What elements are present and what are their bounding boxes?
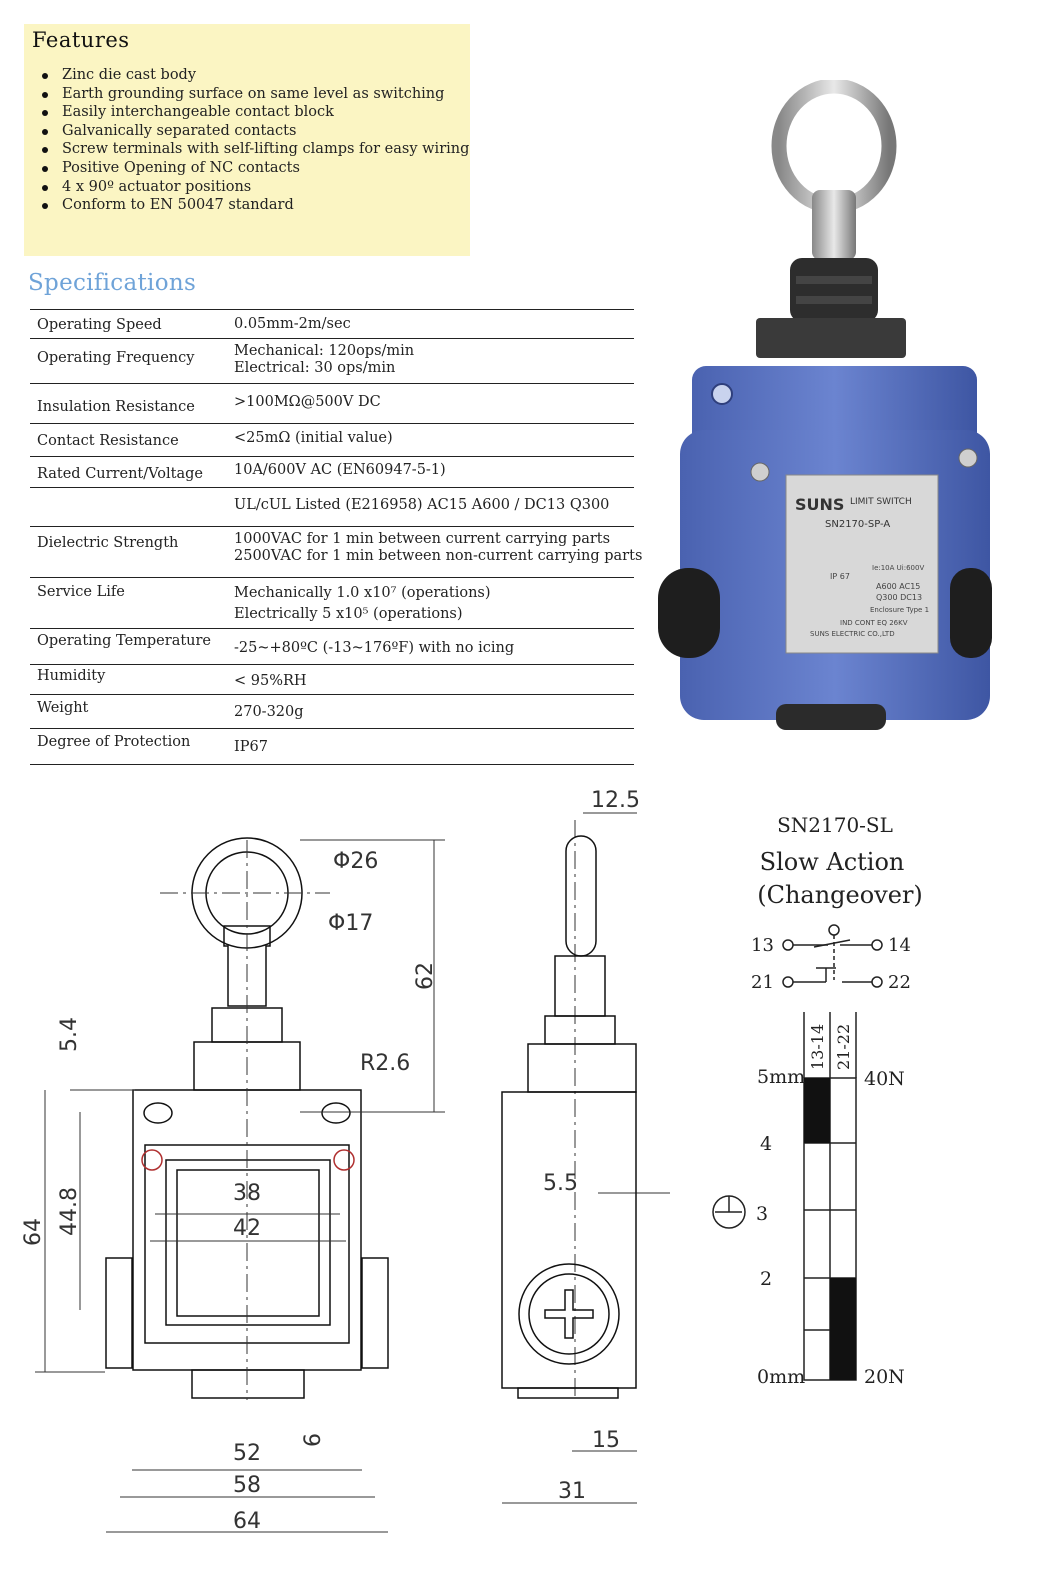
features-title: Features: [32, 28, 130, 52]
contact-closed-bar: [830, 1278, 856, 1380]
travel-label: 4: [760, 1133, 773, 1155]
dim-label: 64: [233, 1509, 261, 1534]
spec-row: [30, 665, 634, 695]
spec-value: Electrically 5 x10⁵ (operations): [234, 606, 463, 622]
dim-label: 38: [233, 1181, 261, 1206]
label-type: LIMIT SWITCH: [850, 497, 912, 507]
spec-row: [30, 424, 634, 457]
label-line: IP 67: [830, 572, 850, 581]
spec-label: Operating Temperature: [37, 633, 212, 649]
diagram-title: Slow Action: [759, 848, 905, 876]
spec-row: [30, 488, 634, 527]
technical-drawings: [0, 780, 1048, 1580]
feature-item: Positive Opening of NC contacts: [38, 159, 469, 178]
spec-value: 10A/600V AC (EN60947-5-1): [234, 462, 446, 478]
product-label: [786, 475, 938, 653]
dim-label: 15: [592, 1428, 620, 1453]
spec-label: Service Life: [37, 584, 125, 600]
spec-label: Operating Speed: [37, 317, 162, 333]
travel-label: 0mm: [757, 1366, 806, 1388]
side-view: [502, 836, 636, 1398]
diagram-subtitle: (Changeover): [757, 881, 923, 909]
spec-value: 270-320g: [234, 704, 304, 720]
dim-label: 6: [301, 1433, 326, 1447]
spec-value: < 95%RH: [234, 673, 307, 689]
spec-row: [30, 457, 634, 488]
spec-value: Mechanically 1.0 x10⁷ (operations): [234, 585, 491, 601]
spec-value: -25~+80ºC (-13~176ºF) with no icing: [234, 640, 515, 656]
feature-item: Galvanically separated contacts: [38, 122, 469, 141]
dim-label: 52: [233, 1441, 261, 1466]
spec-label: Weight: [37, 700, 89, 716]
dim-label: 42: [233, 1216, 261, 1241]
dim-label: Φ17: [328, 911, 374, 936]
force-label: 20N: [864, 1366, 905, 1388]
spec-value: 1000VAC for 1 min between current carrying parts: [234, 531, 611, 547]
travel-label: 2: [760, 1268, 773, 1290]
label-model: SN2170-SP-A: [825, 519, 891, 530]
feature-item: Earth grounding surface on same level as switching: [38, 85, 469, 104]
spec-row: [30, 695, 634, 729]
dim-label: R2.6: [360, 1051, 411, 1076]
spec-value: UL/cUL Listed (E216958) AC15 A600 / DC13 Q300: [234, 497, 610, 513]
force-label: 40N: [864, 1068, 905, 1090]
spec-label: Contact Resistance: [37, 433, 179, 449]
label-line: Q300 DC13: [876, 593, 923, 602]
spec-row: [30, 729, 634, 765]
dim-label: 44.8: [57, 1187, 82, 1236]
feature-item: Screw terminals with self-lifting clamps for easy wiring: [38, 140, 469, 159]
spec-value: Mechanical: 120ops/min: [234, 343, 415, 359]
center-lines: [160, 820, 575, 1400]
label-line: SUNS ELECTRIC CO.,LTD: [810, 630, 895, 638]
spec-row: [30, 578, 634, 629]
terminal-label: 14: [888, 935, 911, 956]
feature-item: Easily interchangeable contact block: [38, 103, 469, 122]
spec-value: 0.05mm-2m/sec: [234, 316, 351, 332]
contact-symbol: [783, 925, 882, 987]
travel-label: 5mm: [757, 1066, 806, 1088]
spec-label: Rated Current/Voltage: [37, 466, 203, 482]
spec-label: Operating Frequency: [37, 350, 195, 366]
terminal-label: 22: [888, 972, 911, 993]
dim-label: 58: [233, 1473, 261, 1498]
dim-label: 5.4: [57, 1017, 82, 1052]
spec-value: <25mΩ (initial value): [234, 430, 393, 446]
dim-label: 12.5: [591, 788, 640, 813]
spec-value: Electrical: 30 ops/min: [234, 360, 396, 376]
travel-label: 3: [756, 1203, 769, 1225]
spec-label: Dielectric Strength: [37, 535, 179, 551]
label-brand: SUNS: [795, 495, 845, 514]
diagram-model: SN2170-SL: [777, 813, 893, 837]
feature-item: 4 x 90º actuator positions: [38, 178, 469, 197]
feature-item: Conform to EN 50047 standard: [38, 196, 469, 215]
label-line: Enclosure Type 1: [870, 606, 930, 614]
spec-row: [30, 629, 634, 665]
column-label: 21-22: [834, 1023, 853, 1070]
label-line: A600 AC15: [876, 582, 921, 591]
dim-label: 31: [558, 1479, 586, 1504]
spec-row: [30, 339, 634, 384]
spec-value: IP67: [234, 739, 268, 755]
features-box: [24, 24, 470, 256]
spec-value: 2500VAC for 1 min between non-current carrying parts: [234, 548, 643, 564]
spec-row: [30, 310, 634, 339]
contact-closed-bar: [804, 1078, 830, 1143]
dim-label: 64: [21, 1218, 46, 1246]
spec-label: Humidity: [37, 668, 106, 684]
dim-label: Φ26: [333, 849, 379, 874]
specifications-table: [30, 309, 643, 765]
label-line: Ie:10A Ui:600V: [872, 564, 925, 572]
column-label: 13-14: [808, 1023, 827, 1070]
dim-label: 5.5: [543, 1171, 578, 1196]
terminal-label: 13: [751, 935, 774, 956]
dim-label: 62: [413, 962, 438, 990]
specifications-title: Specifications: [28, 270, 197, 296]
eye-bolt: [779, 86, 889, 322]
contact-diagram: [713, 813, 923, 1388]
feature-item: Zinc die cast body: [38, 66, 469, 85]
terminal-label: 21: [751, 972, 774, 993]
label-line: IND CONT EQ 26KV: [840, 619, 908, 627]
spec-value: >100MΩ@500V DC: [234, 394, 381, 410]
spec-row: [30, 527, 643, 578]
spec-label: Insulation Resistance: [37, 399, 195, 415]
features-list: [38, 66, 469, 215]
spec-row: [30, 384, 634, 424]
product-photo: [650, 80, 1000, 740]
spec-label: Degree of Protection: [37, 734, 191, 750]
